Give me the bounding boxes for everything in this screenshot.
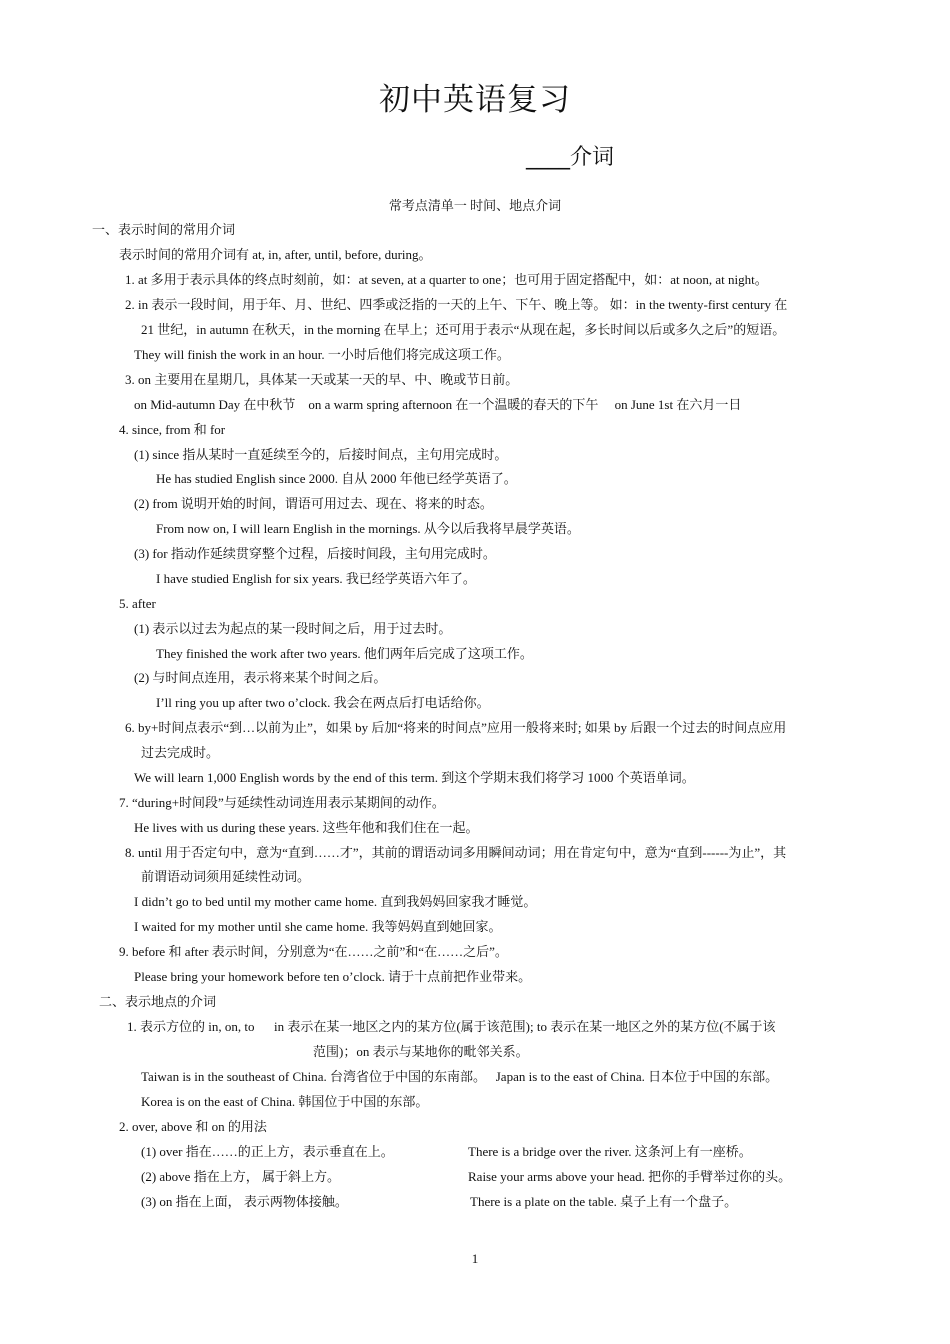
example-sentence: From now on, I will learn English in the mornings. 从今以后我将早晨学英语。 — [156, 521, 580, 536]
sub-item: (2) 与时间点连用，表示将来某个时间之后。 — [134, 670, 387, 685]
list-item: 3. on 主要用在星期几，具体某一天或某一天的早、中、晚或节日前。 — [125, 372, 519, 387]
usage-example: There is a plate on the table. 桌子上有一个盘子。 — [470, 1194, 738, 1209]
example-sentence: I didn’t go to bed until my mother came home. 直到我妈妈回家我才睡觉。 — [134, 894, 537, 909]
text-line: 范围)；on 表示与某地你的毗邻关系。 — [313, 1044, 529, 1059]
text-line: 前谓语动词须用延续性动词。 — [141, 869, 311, 884]
usage-definition: (3) on 指在上面， 表示两物体接触。 — [141, 1194, 348, 1209]
list-item: 8. until 用于否定句中，意为“直到……才”，其前的谓语动词多用瞬间动词；用在肯定句中，意为“直到------为止”，其 — [125, 845, 787, 860]
page-subtitle: ____介词 — [526, 145, 615, 170]
list-item: 6. by+时间点表示“到…以前为止”，如果 by 后加“将来的时间点”应用一般将来时; 如果 by 后跟一个过去的时间点应用 — [125, 720, 787, 735]
page-number: 1 — [471, 1251, 479, 1266]
usage-example: There is a bridge over the river. 这条河上有一座桥。 — [468, 1144, 752, 1159]
usage-example: Raise your arms above your head. 把你的手臂举过你的头。 — [468, 1169, 792, 1184]
section-heading: 常考点清单一 时间、地点介词 — [388, 198, 562, 213]
example-sentence: He has studied English since 2000. 自从 2000 年他已经学英语了。 — [156, 471, 517, 486]
example-sentence: on Mid-autumn Day 在中秋节 on a warm spring afternoon 在一个温暖的春天的下午 on June 1st 在六月一日 — [134, 397, 742, 412]
list-item: 2. over, above 和 on 的用法 — [119, 1119, 267, 1134]
sub-item: (3) for 指动作延续贯穿整个过程，后接时间段，主句用完成时。 — [134, 546, 496, 561]
example-sentence: He lives with us during these years. 这些年他和我们住在一起。 — [134, 820, 479, 835]
list-item: 1. 表示方位的 in, on, to in 表示在某一地区之内的某方位(属于该范围); to 表示在某一地区之外的某方位(不属于该 — [127, 1019, 776, 1034]
list-item: 9. before 和 after 表示时间，分别意为“在……之前”和“在……之后”。 — [119, 944, 508, 959]
list-item: 2. in 表示一段时间，用于年、月、世纪、四季或泛指的一天的上午、下午、晚上等。 如：in the twenty-first century 在 — [125, 297, 788, 312]
page-title: 初中英语复习 — [379, 82, 571, 118]
example-sentence: I waited for my mother until she came home. 我等妈妈直到她回家。 — [134, 919, 502, 934]
usage-definition: (1) over 指在……的正上方，表示垂直在上。 — [141, 1144, 394, 1159]
list-item: 7. “during+时间段”与延续性动词连用表示某期间的动作。 — [119, 795, 445, 810]
text-line: 表示时间的常用介词有 at, in, after, until, before, during。 — [119, 247, 432, 262]
example-sentence: They finished the work after two years. 他们两年后完成了这项工作。 — [156, 646, 533, 661]
sub-item: (1) 表示以过去为起点的某一段时间之后，用于过去时。 — [134, 621, 452, 636]
text-line: 过去完成时。 — [141, 745, 220, 760]
text-line: 21 世纪，in autumn 在秋天，in the morning 在早上；还可用于表示“从现在起，多长时间以后或多久之后”的短语。 — [141, 322, 786, 337]
example-sentence: Please bring your homework before ten o’clock. 请于十点前把作业带来。 — [134, 969, 532, 984]
list-item: 4. since, from 和 for — [119, 422, 226, 437]
list-item: 1. at 多用于表示具体的终点时刻前，如：at seven, at a quarter to one；也可用于固定搭配中，如：at noon, at night。 — [125, 272, 768, 287]
example-sentence: Taiwan is in the southeast of China. 台湾省位于中国的东南部。 Japan is to the east of China. 日本位于中国的东部。 — [141, 1069, 779, 1084]
example-sentence: They will finish the work in an hour. 一小时后他们将完成这项工作。 — [134, 347, 510, 362]
heading-place-prepositions: 二、表示地点的介词 — [99, 994, 217, 1009]
example-sentence: We will learn 1,000 English words by the end of this term. 到这个学期末我们将学习 1000 个英语单词。 — [134, 770, 695, 785]
heading-time-prepositions: 一、表示时间的常用介词 — [92, 222, 236, 237]
example-sentence: I have studied English for six years. 我已经学英语六年了。 — [156, 571, 476, 586]
list-item: 5. after — [119, 596, 156, 611]
usage-definition: (2) above 指在上方， 属于斜上方。 — [141, 1169, 340, 1184]
sub-item: (2) from 说明开始的时间，谓语可用过去、现在、将来的时态。 — [134, 496, 493, 511]
example-sentence: I’ll ring you up after two o’clock. 我会在两点后打电话给你。 — [156, 695, 490, 710]
example-sentence: Korea is on the east of China. 韩国位于中国的东部。 — [141, 1094, 429, 1109]
sub-item: (1) since 指从某时一直延续至今的，后接时间点，主句用完成时。 — [134, 447, 508, 462]
